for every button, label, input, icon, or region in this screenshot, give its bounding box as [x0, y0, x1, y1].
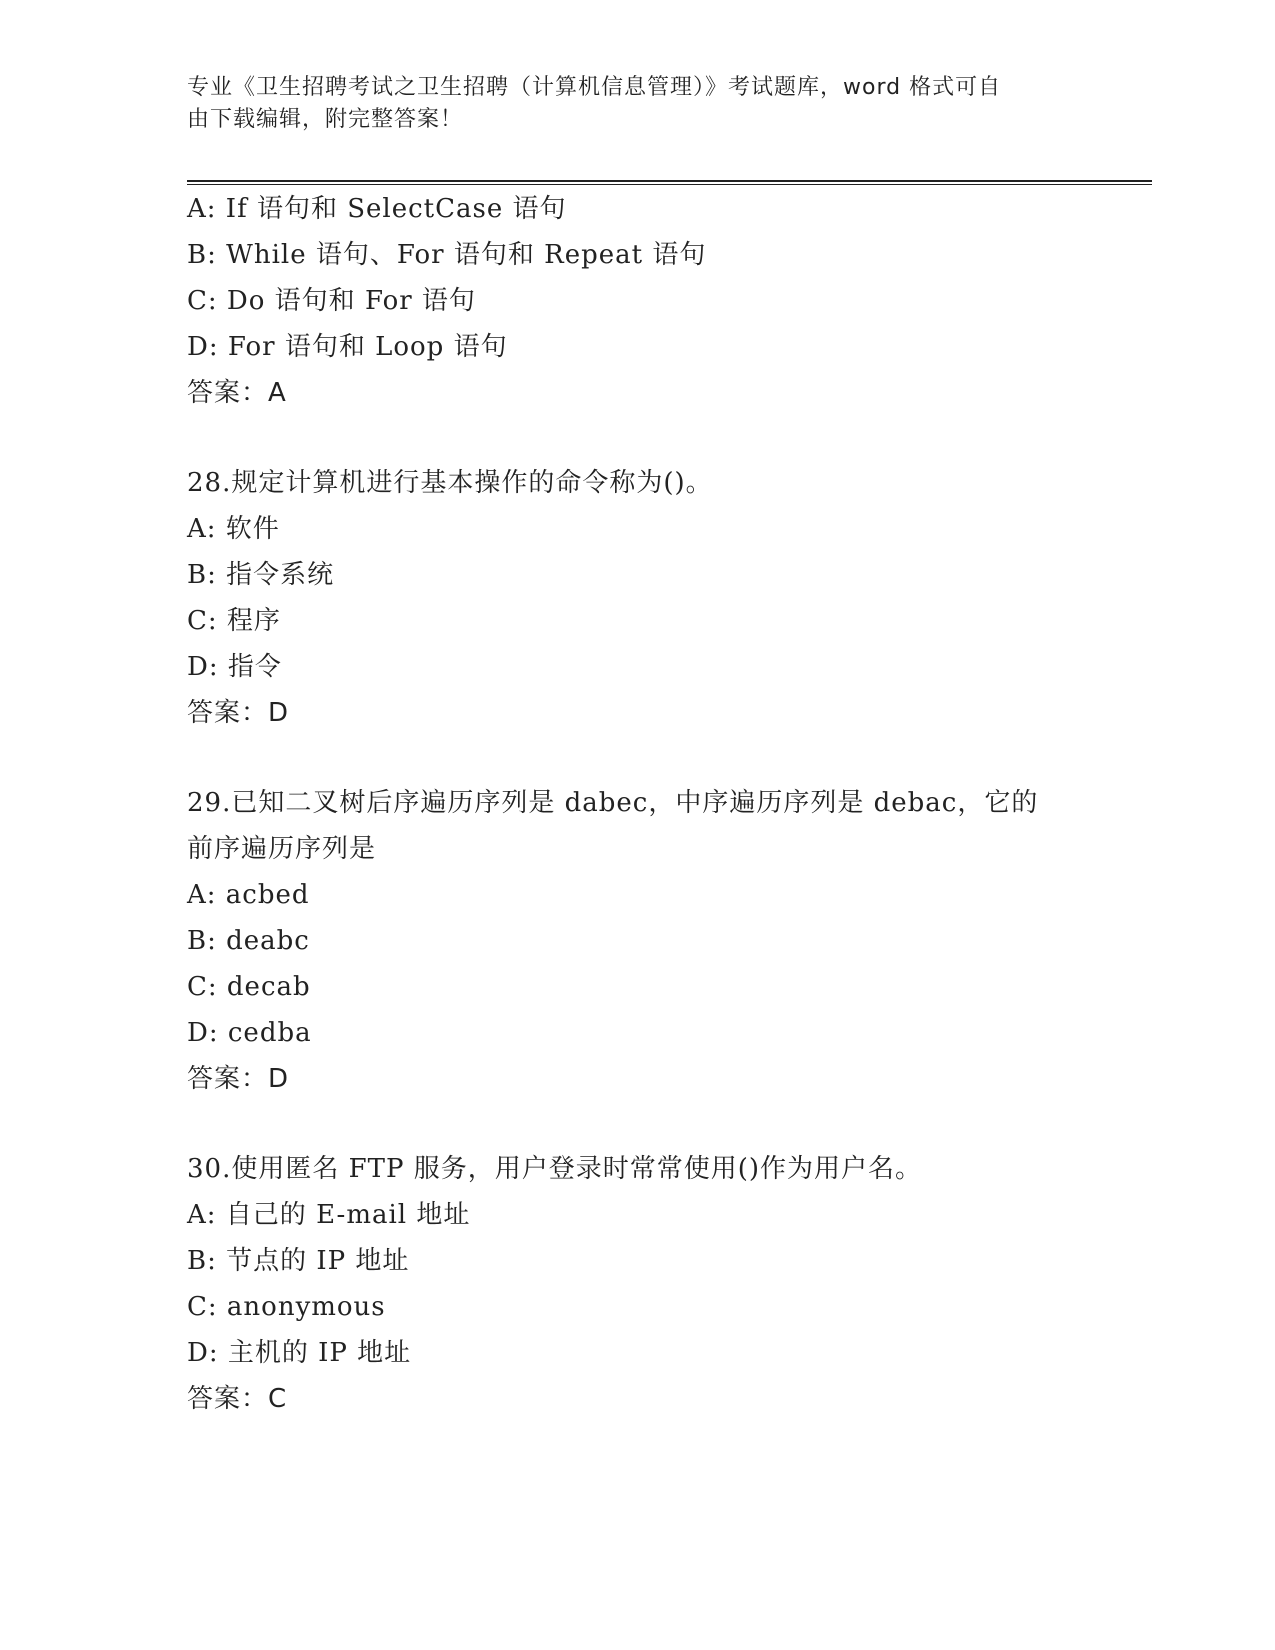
- question-stem: 30.使用匿名 FTP 服务，用户登录时常常使用()作为用户名。: [187, 1154, 923, 1184]
- option-b: B: 指令系统: [187, 560, 335, 590]
- header-divider: [187, 180, 1152, 185]
- intro-line-1: 专业《卫生招聘考试之卫生招聘（计算机信息管理）》考试题库，word 格式可自: [187, 75, 1002, 100]
- spacer: [187, 1102, 1152, 1146]
- option-b: B: While 语句、For 语句和 Repeat 语句: [187, 240, 707, 270]
- question-28: [187, 460, 1152, 736]
- option-a: A: 自己的 E-mail 地址: [187, 1200, 471, 1230]
- option-b: B: 节点的 IP 地址: [187, 1246, 410, 1276]
- option-c: C: 程序: [187, 606, 281, 636]
- question-stem-line-1: 29.已知二叉树后序遍历序列是 dabec，中序遍历序列是 debac，它的: [187, 788, 1039, 818]
- question-stem: 28.规定计算机进行基本操作的命令称为()。: [187, 468, 713, 498]
- option-a: A: If 语句和 SelectCase 语句: [187, 194, 567, 224]
- option-c: C: decab: [187, 972, 311, 1002]
- answer: 答案：C: [187, 1384, 288, 1414]
- option-c: C: Do 语句和 For 语句: [187, 286, 476, 316]
- spacer: [187, 416, 1152, 460]
- option-d: D: cedba: [187, 1018, 312, 1048]
- option-d: D: 主机的 IP 地址: [187, 1338, 412, 1368]
- option-c: C: anonymous: [187, 1292, 386, 1322]
- answer: 答案：D: [187, 698, 290, 728]
- option-d: D: 指令: [187, 652, 282, 682]
- document-intro: [187, 72, 1067, 136]
- spacer: [187, 736, 1152, 780]
- answer: 答案：D: [187, 1064, 290, 1094]
- question-29: [187, 780, 1152, 1102]
- option-b: B: deabc: [187, 926, 310, 956]
- question-stem-line-2: 前序遍历序列是: [187, 834, 377, 864]
- intro-line-2: 由下载编辑，附完整答案！: [187, 107, 464, 132]
- option-a: A: acbed: [187, 880, 310, 910]
- answer: 答案：A: [187, 378, 287, 408]
- question-27-continued: [187, 186, 1152, 416]
- option-d: D: For 语句和 Loop 语句: [187, 332, 508, 362]
- option-a: A: 软件: [187, 514, 280, 544]
- question-list: [187, 186, 1152, 1422]
- question-30: [187, 1146, 1152, 1422]
